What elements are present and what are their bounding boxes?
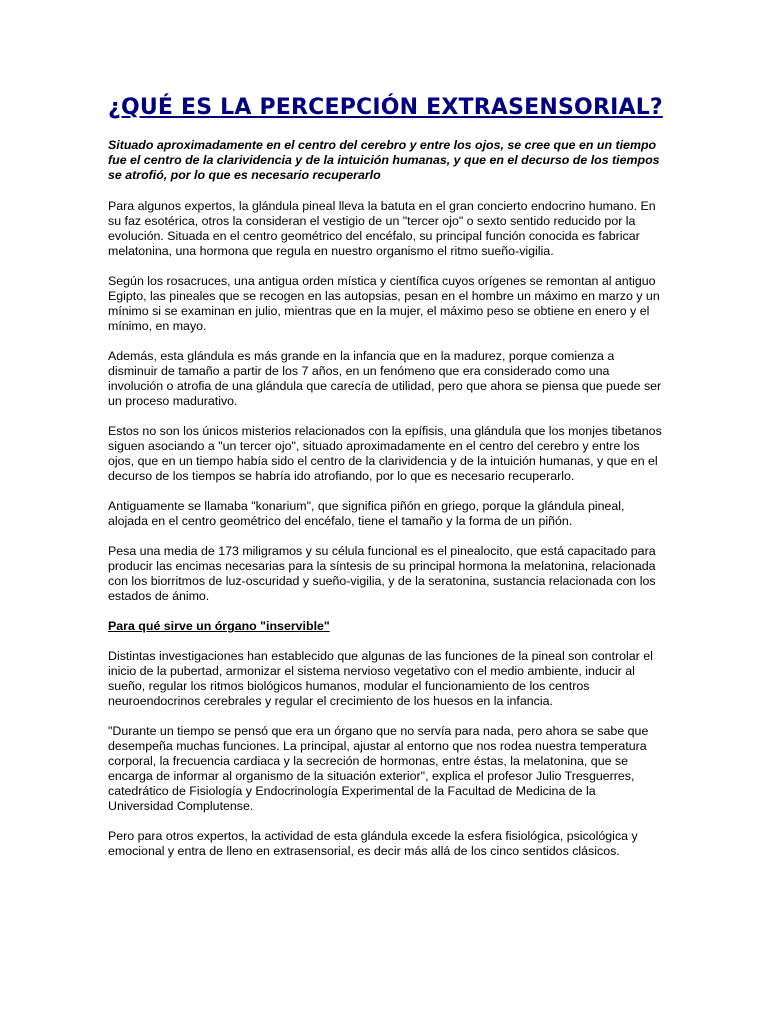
- document-page: [108, 94, 664, 874]
- body-paragraph: Pero para otros expertos, la actividad de esta glándula excede la esfera fisiológica, psicológica y emocional y entra de lleno en extrasensorial, es decir más allá de los cinco sentidos clásicos.: [108, 829, 638, 858]
- body-paragraph: Distintas investigaciones han establecido que algunas de las funciones de la pineal son controlar el inicio de la pubertad, armonizar el sistema nervioso vegetativo con el medio ambiente, inducir al sueño, regular los ritmos biológicos humanos, modular el funcionamiento de los centros neuroendocrinos cerebrales y regular el crecimiento de los huesos en la infancia.: [108, 649, 653, 708]
- body-paragraph: Según los rosacruces, una antigua orden mística y científica cuyos orígenes se remontan al antiguo Egipto, las pineales que se recogen en las autopsias, pesan en el hombre un máximo en marzo y un mínimo si se examinan en julio, mientras que en la mujer, el máximo peso se obtiene en enero y el mínimo, en mayo.: [108, 274, 660, 333]
- body-paragraph: Además, esta glándula es más grande en la infancia que en la madurez, porque comienza a disminuir de tamaño a partir de los 7 años, en un fenómeno que era considerado como una involución o atrofia de una glándula que carecía de utilidad, pero que ahora se piensa que puede ser un proceso madurativo.: [108, 349, 662, 408]
- body-paragraph: Pesa una media de 173 miligramos y su célula funcional es el pinealocito, que está capacitado para producir las encimas necesarias para la síntesis de su principal hormona la melatonina, relacionada con los biorritmos de luz-oscuridad y sueño-vigilia, y de la seratonina, sustancia relacionada con los estados de ánimo.: [108, 544, 656, 603]
- body-paragraph: Antiguamente se llamaba "konarium", que significa piñón en griego, porque la glándula pineal, alojada en el centro geométrico del encéfalo, tiene el tamaño y la forma de un piñón.: [108, 499, 625, 528]
- body-paragraph: Estos no son los únicos misterios relacionados con la epífisis, una glándula que los monjes tibetanos siguen asociando a "un tercer ojo", situado aproximadamente en el centro del cerebro y entre los ojos, que en un tiempo había sido el centro de la clarividencia y de la intuición humanas, y que en el decurso de los tiempos se habría ido atrofiando, por lo que es necesario recuperarlo.: [108, 424, 662, 483]
- body-paragraph: Para algunos expertos, la glándula pineal lleva la batuta en el gran concierto endocrino humano. En su faz esotérica, otros la consideran el vestigio de un "tercer ojo" o sexto sentido reducido por la evolución. Situada en el centro geométrico del encéfalo, su principal función conocida es fabricar melatonina, una hormona que regula en nuestro organismo el ritmo sueño-vigilia.: [108, 199, 656, 258]
- section-subheading: Para qué sirve un órgano "inservible": [108, 619, 330, 633]
- body-paragraph: "Durante un tiempo se pensó que era un órgano que no servía para nada, pero ahora se sabe que desempeña muchas funciones. La principal, ajustar al entorno que nos rodea nuestra temperatura corporal, la frecuencia cardiaca y la secreción de hormonas, entre éstas, la melatonina, que se encarga de informar al organismo de la situación exterior", explica el profesor Julio Tresguerres, catedrático de Fisiología y Endocrinología Experimental de la Facultad de Medicina de la Universidad Complutense.: [108, 724, 649, 813]
- lead-paragraph: Situado aproximadamente en el centro del cerebro y entre los ojos, se cree que en un tiempo fue el centro de la clarividencia y de la intuición humanas, y que en el decurso de los tiempos se atrofió, por lo que es necesario recuperarlo: [108, 138, 660, 182]
- page-title: ¿QUÉ ES LA PERCEPCIÓN EXTRASENSORIAL?: [108, 95, 663, 120]
